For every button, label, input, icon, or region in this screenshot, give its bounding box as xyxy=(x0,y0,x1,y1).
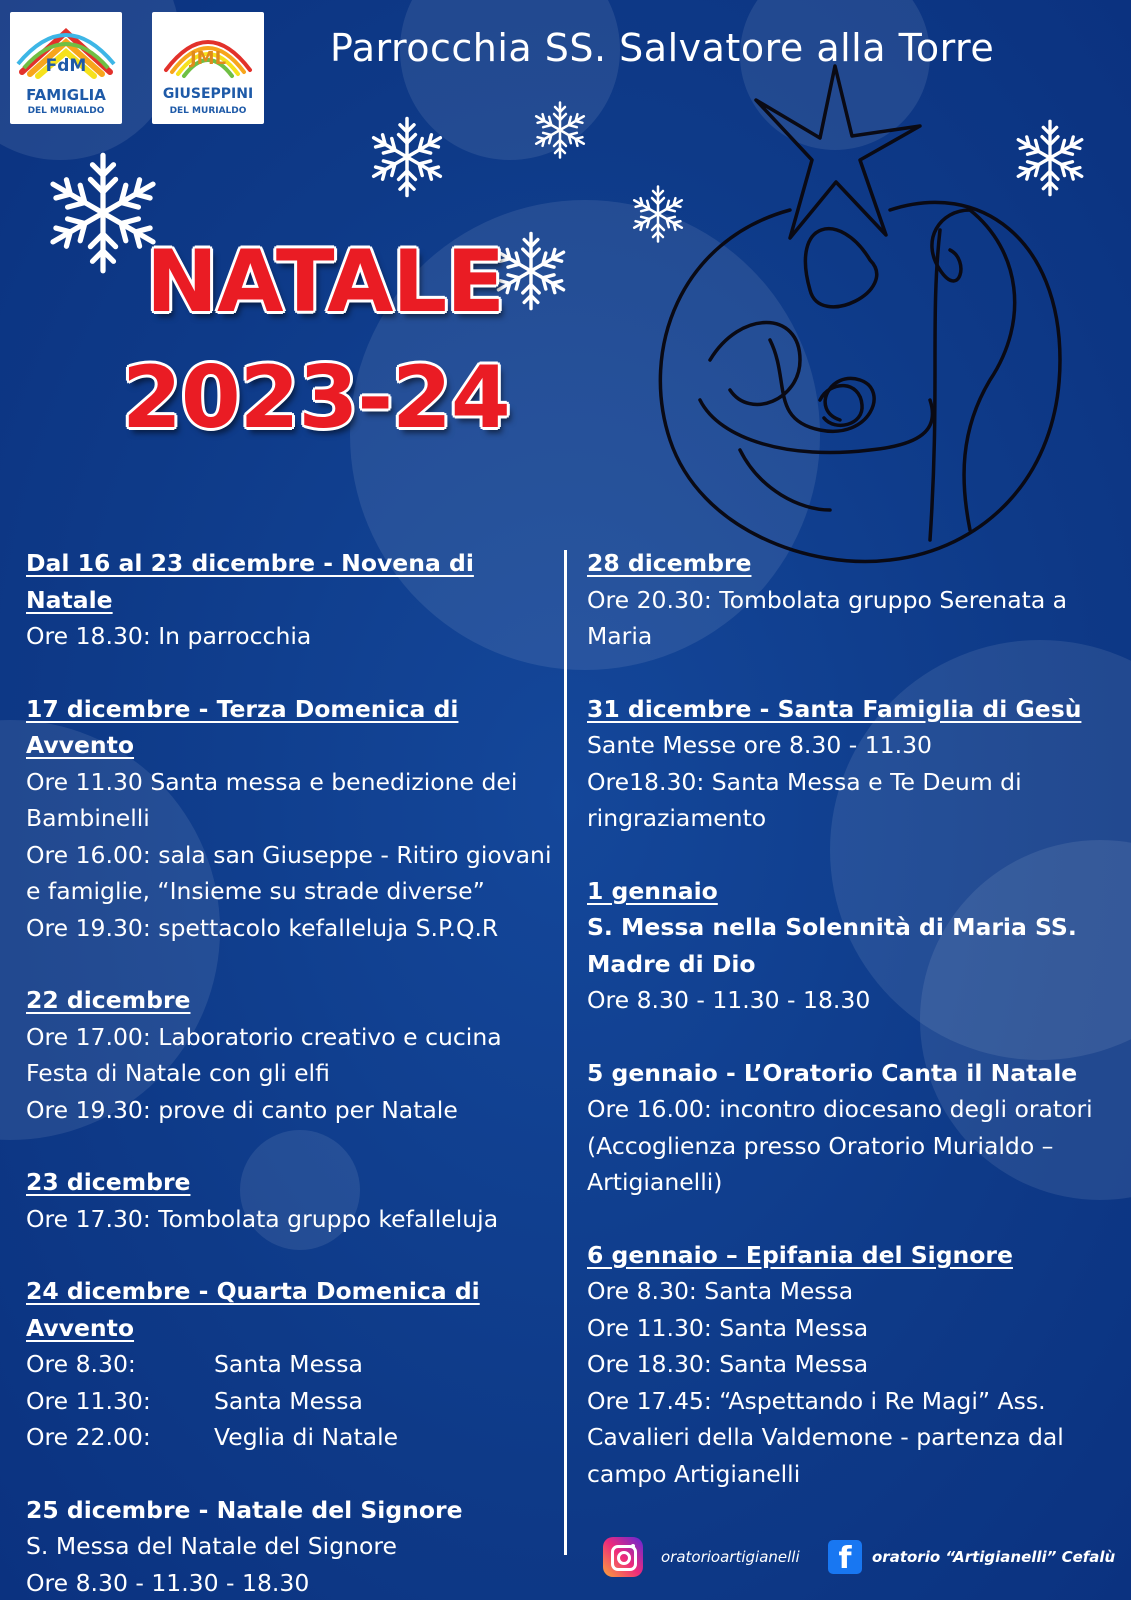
entry-line: Ore 19.30: prove di canto per Natale xyxy=(26,1095,458,1124)
schedule-right-column xyxy=(587,545,1117,1528)
entry-subheading: S. Messa nella Solennità di Maria SS. Madre di Dio xyxy=(587,913,1077,978)
jml-abbr: JML xyxy=(189,48,227,69)
title-natale: NATALE xyxy=(146,232,504,332)
entry-heading: 31 dicembre - Santa Famiglia di Gesù xyxy=(587,694,1082,723)
fdm-line1: FAMIGLIA xyxy=(26,86,106,104)
entry-line: Ore 17.00: Laboratorio creativo e cucina Festa di Natale con gli elfi xyxy=(26,1022,502,1087)
entry-heading: 17 dicembre - Terza Domenica di Avvento xyxy=(26,694,459,759)
schedule-entry xyxy=(587,545,1117,655)
schedule-left-column xyxy=(26,545,556,1600)
entry-line: Ore 16.00: sala san Giuseppe - Ritiro giovani e famiglie, “Insieme su strade diverse” xyxy=(26,840,552,905)
fdm-logo xyxy=(10,12,122,124)
instagram-icon xyxy=(603,1537,643,1577)
entry-line: Ore 8.30 - 11.30 - 18.30 xyxy=(587,986,871,1014)
parish-name: Parrocchia SS. Salvatore alla Torre xyxy=(330,26,995,70)
fdm-abbr: FdM xyxy=(45,56,87,76)
entry-line: Ore 16.00: incontro diocesano degli oratori (Accoglienza presso Oratorio Murialdo – Artigianelli) xyxy=(587,1095,1093,1196)
entry-heading: 24 dicembre - Quarta Domenica di Avvento xyxy=(26,1277,480,1342)
nativity-line-art xyxy=(640,60,1090,580)
schedule-entry xyxy=(587,1237,1117,1493)
entry-heading: 6 gennaio – Epifania del Signore xyxy=(587,1240,1013,1269)
instagram-link[interactable] xyxy=(603,1537,800,1577)
entry-line: Ore18.30: Santa Messa e Te Deum di ringraziamento xyxy=(587,767,1022,832)
entry-line: Sante Messe ore 8.30 - 11.30 xyxy=(587,731,932,759)
entry-description: Santa Messa xyxy=(214,1386,363,1415)
title-year: 2023-24 xyxy=(122,348,510,448)
schedule-entry xyxy=(587,873,1117,1019)
jml-line1: GIUSEPPINI xyxy=(162,86,254,102)
schedule-entry xyxy=(26,1164,556,1237)
entry-line: Ore 20.30: Tombolata gruppo Serenata a Maria xyxy=(587,585,1068,650)
entry-line: S. Messa del Natale del Signore xyxy=(26,1532,397,1560)
entry-time: Ore 8.30: xyxy=(26,1350,136,1378)
entry-line: Ore 8.30 - 11.30 - 18.30 xyxy=(26,1568,310,1597)
entry-line: Ore 11.30 Santa messa e benedizione dei Bambinelli xyxy=(26,767,518,832)
entry-time-row xyxy=(26,1419,556,1456)
entry-time-row xyxy=(26,1346,556,1383)
schedule-entry xyxy=(26,545,556,655)
snowflake-icon xyxy=(365,115,449,199)
entry-line: Ore 19.30: spettacolo kefalleluja S.P.Q.R xyxy=(26,913,499,942)
facebook-link[interactable] xyxy=(828,1537,1115,1577)
facebook-page: oratorio “Artigianelli” Cefalù xyxy=(872,1548,1116,1566)
entry-line: Ore 11.30: Santa Messa xyxy=(587,1313,869,1342)
entry-heading: Dal 16 al 23 dicembre - Novena di Natale xyxy=(26,549,474,614)
entry-line: Ore 18.30: In parrocchia xyxy=(26,622,312,650)
entry-heading: 25 dicembre - Natale del Signore xyxy=(26,1495,463,1524)
schedule-entry xyxy=(26,982,556,1128)
schedule-entry xyxy=(26,1273,556,1456)
entry-description: Veglia di Natale xyxy=(214,1423,399,1451)
entry-line: Ore 18.30: Santa Messa xyxy=(587,1350,869,1378)
jml-line2: DEL MURIALDO xyxy=(169,106,247,116)
instagram-handle: oratorioartigianelli xyxy=(661,1548,800,1566)
fdm-line2: DEL MURIALDO xyxy=(27,106,105,116)
entry-time-row xyxy=(26,1383,556,1420)
entry-description: Santa Messa xyxy=(214,1350,363,1378)
entry-line: Ore 17.30: Tombolata gruppo kefalleluja xyxy=(26,1204,499,1233)
entry-heading: 5 gennaio - L’Oratorio Canta il Natale xyxy=(587,1058,1078,1087)
entry-time: Ore 11.30: xyxy=(26,1386,151,1415)
schedule-entry xyxy=(26,1492,556,1600)
entry-line: Ore 17.45: “Aspettando i Re Magi” Ass. Cavalieri della Valdemone - partenza dal campo Artigianelli xyxy=(587,1386,1064,1488)
entry-heading: 1 gennaio xyxy=(587,876,718,905)
entry-time: Ore 22.00: xyxy=(26,1423,151,1451)
facebook-icon: f xyxy=(828,1540,862,1574)
entry-line: Ore 8.30: Santa Messa xyxy=(587,1277,854,1305)
column-divider xyxy=(564,550,567,1555)
entry-heading: 23 dicembre xyxy=(26,1168,191,1196)
entry-heading: 22 dicembre xyxy=(26,986,191,1014)
schedule-entry xyxy=(587,1055,1117,1201)
schedule-entry xyxy=(26,691,556,947)
jml-logo xyxy=(152,12,264,124)
schedule-entry xyxy=(587,691,1117,837)
snowflake-icon xyxy=(530,100,590,160)
entry-heading: 28 dicembre xyxy=(587,549,752,577)
